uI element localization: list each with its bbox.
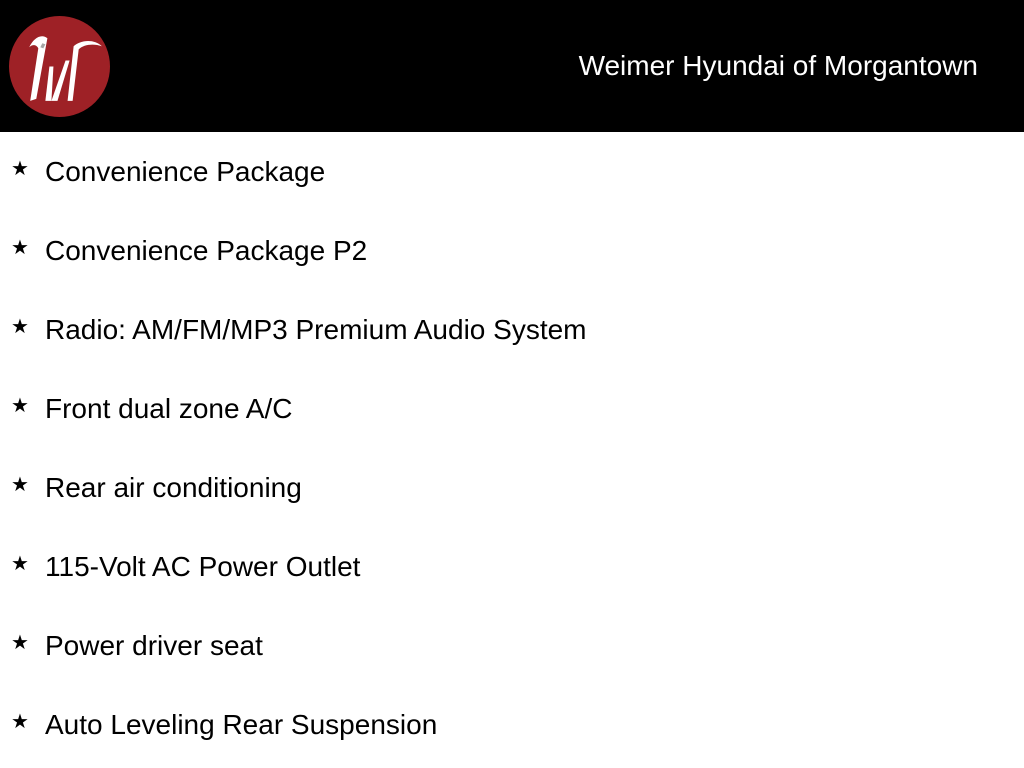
list-item: [0, 290, 1024, 369]
star-icon: ★: [11, 314, 29, 338]
star-icon: ★: [11, 551, 29, 575]
list-item: [0, 132, 1024, 211]
feature-label: Rear air conditioning: [45, 472, 302, 503]
star-icon: ★: [11, 156, 29, 180]
feature-label: Auto Leveling Rear Suspension: [45, 709, 438, 740]
dealer-name: Weimer Hyundai of Morgantown: [578, 50, 978, 81]
feature-list: [0, 132, 1024, 764]
feature-label: Convenience Package P2: [45, 235, 368, 266]
list-item: [0, 527, 1024, 606]
star-icon: ★: [11, 630, 29, 654]
star-icon: ★: [11, 235, 29, 259]
star-icon: ★: [11, 709, 29, 733]
star-icon: ★: [11, 393, 29, 417]
feature-label: Convenience Package: [45, 156, 326, 187]
feature-label: Power driver seat: [45, 630, 263, 661]
list-item: [0, 685, 1024, 764]
header-bar: [0, 0, 1024, 132]
star-icon: ★: [11, 472, 29, 496]
list-item: [0, 448, 1024, 527]
feature-label: Radio: AM/FM/MP3 Premium Audio System: [45, 314, 587, 345]
list-item: [0, 369, 1024, 448]
list-item: [0, 211, 1024, 290]
feature-label: Front dual zone A/C: [45, 393, 293, 424]
feature-label: 115-Volt AC Power Outlet: [45, 551, 361, 582]
weimer-w-logo-icon: [9, 16, 110, 117]
list-item: [0, 606, 1024, 685]
